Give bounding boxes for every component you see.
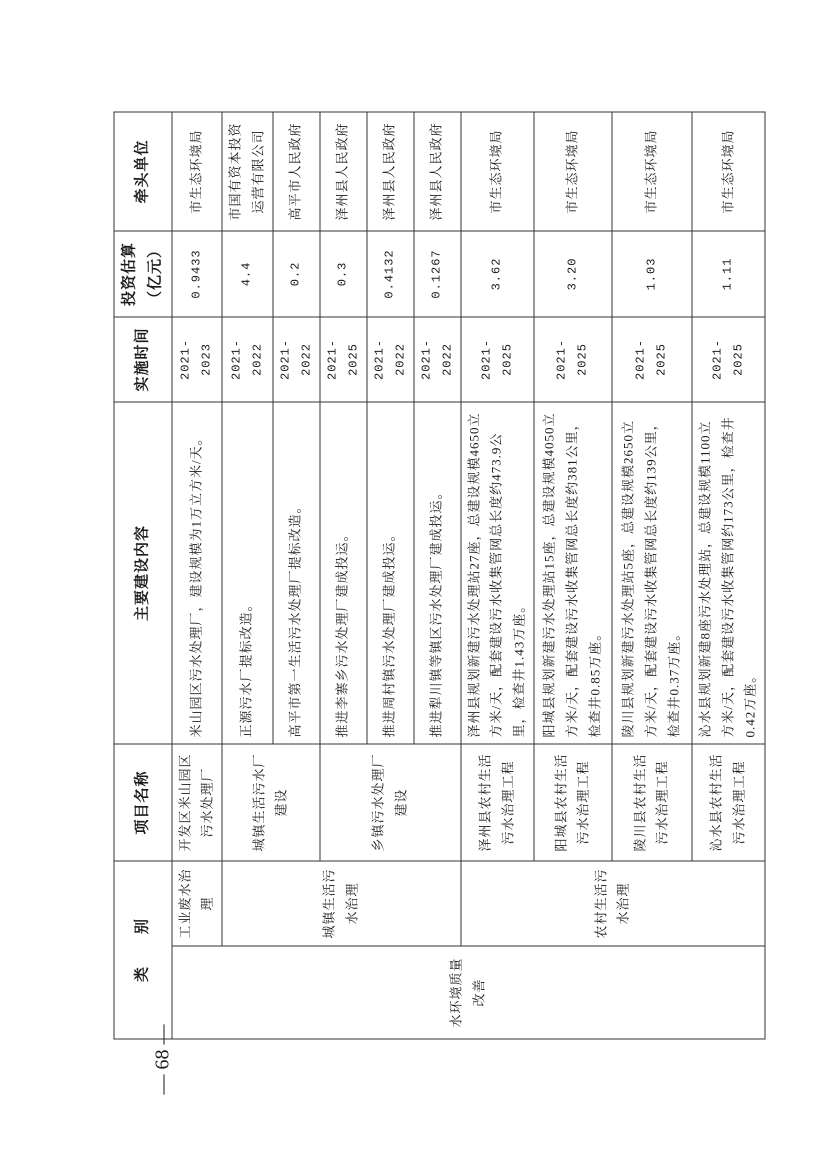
project-period: 2021-2025 (534, 317, 612, 402)
table-row (222, 112, 273, 1039)
project-period: 2021-2025 (461, 317, 534, 402)
project-content: 高平市第一生活污水处理厂提标改造。 (273, 402, 320, 744)
project-content: 正源污水厂提标改造。 (222, 402, 273, 744)
project-content: 陵川县规划新建污水处理站5座，总建设规模2650立方米/天，配套建设污水收集管网总长度约139公里，检查井0.37万座。 (612, 402, 692, 744)
table-row (461, 112, 534, 1039)
project-lead: 高平市人民政府 (273, 112, 320, 231)
header-category: 类 别 (114, 861, 172, 1039)
subcategory: 工业废水治理 (172, 861, 223, 946)
header-row (114, 112, 172, 1039)
project-content: 推进犁川镇等镇区污水处理厂建成投运。 (414, 402, 461, 744)
project-lead: 泽州县人民政府 (320, 112, 367, 231)
project-name: 乡镇污水处理厂建设 (320, 744, 461, 861)
project-lead: 市生态环境局 (612, 112, 692, 231)
project-invest: 0.3 (320, 231, 367, 317)
project-table-rotated (114, 113, 758, 1040)
subcategory: 城镇生活污水治理 (222, 861, 461, 946)
project-name: 阳城县农村生活污水治理工程 (534, 744, 612, 861)
project-period: 2021-2022 (273, 317, 320, 402)
project-lead: 市生态环境局 (692, 112, 765, 231)
project-name: 城镇生活污水厂建设 (222, 744, 320, 861)
project-period: 2021-2025 (320, 317, 367, 402)
project-content: 推进李寨乡污水处理厂建成投运。 (320, 402, 367, 744)
project-name: 开发区米山园区污水处理厂 (172, 744, 223, 861)
project-invest: 1.03 (612, 231, 692, 317)
project-period: 2021-2025 (692, 317, 765, 402)
project-content: 阳城县规划新建污水处理站15座，总建设规模4050立方米/天，配套建设污水收集管网总长度约381公里，检查井0.85万座。 (534, 402, 612, 744)
project-invest: 1.11 (692, 231, 765, 317)
project-content: 推进周村镇污水处理厂建成投运。 (367, 402, 414, 744)
project-content: 泽州县规划新建污水处理站27座，总建设规模4650立方米/天，配套建设污水收集管网总长度约473.9公里，检查井1.43万座。 (461, 402, 534, 744)
header-period: 实施时间 (114, 317, 172, 402)
project-name: 泽州县农村生活污水治理工程 (461, 744, 534, 861)
project-lead: 市生态环境局 (534, 112, 612, 231)
header-lead: 牵头单位 (114, 112, 172, 231)
project-lead: 市国有资本投资运营有限公司 (222, 112, 273, 231)
project-name: 沁水县农村生活污水治理工程 (692, 744, 765, 861)
page-number: — 68 — (151, 1024, 174, 1095)
project-lead: 泽州县人民政府 (367, 112, 414, 231)
project-period: 2021-2022 (414, 317, 461, 402)
project-lead: 市生态环境局 (461, 112, 534, 231)
category-main: 水环境质量改善 (172, 946, 766, 1039)
header-name: 项目名称 (114, 744, 172, 861)
project-period: 2021-2022 (222, 317, 273, 402)
project-lead: 市生态环境局 (172, 112, 223, 231)
subcategory: 农村生活污水治理 (461, 861, 766, 946)
project-invest: 4.4 (222, 231, 273, 317)
project-period: 2021-2023 (172, 317, 223, 402)
project-period: 2021-2022 (367, 317, 414, 402)
header-content: 主要建设内容 (114, 402, 172, 744)
project-name: 陵川县农村生活污水治理工程 (612, 744, 692, 861)
project-invest: 0.4132 (367, 231, 414, 317)
project-lead: 泽州县人民政府 (414, 112, 461, 231)
header-invest: 投资估算（亿元） (114, 231, 172, 317)
project-invest: 3.20 (534, 231, 612, 317)
project-table (114, 111, 766, 1039)
project-content: 沁水县规划新建8座污水处理站，总建设规模1100立方米/天，配套建设污水收集管网约173公里，检查井0.42万座。 (692, 402, 765, 744)
table-row (172, 112, 223, 1039)
project-invest: 0.9433 (172, 231, 223, 317)
project-period: 2021-2025 (612, 317, 692, 402)
project-invest: 0.2 (273, 231, 320, 317)
project-content: 米山园区污水处理厂，建设规模为1万立方米/天。 (172, 402, 223, 744)
project-invest: 0.1267 (414, 231, 461, 317)
project-invest: 3.62 (461, 231, 534, 317)
